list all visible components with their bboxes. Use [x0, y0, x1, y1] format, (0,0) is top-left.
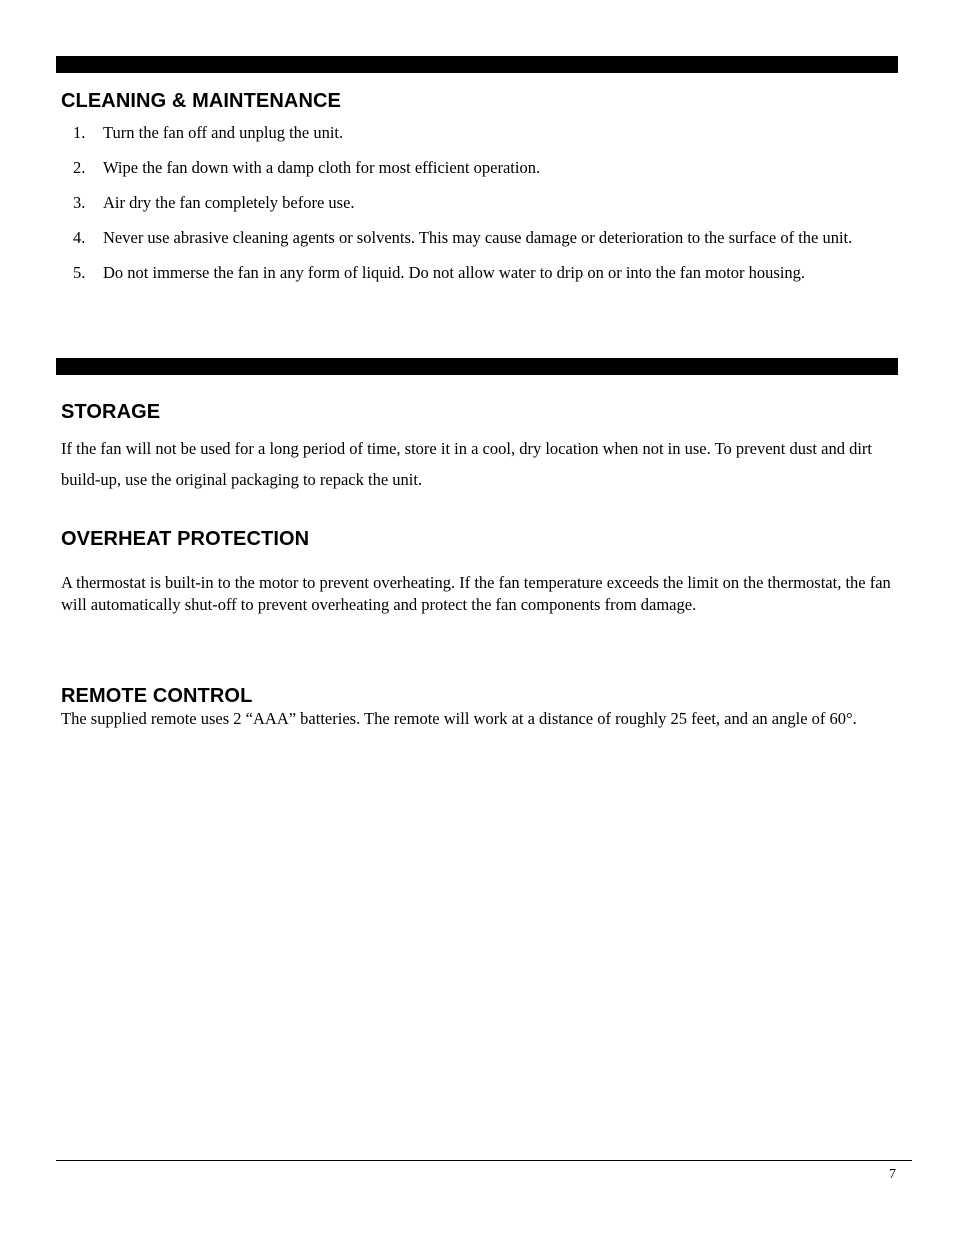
cleaning-steps-list — [61, 122, 897, 284]
cleaning-step — [61, 122, 897, 144]
cleaning-step-text: Wipe the fan down with a damp cloth for most efficient operation. — [103, 158, 541, 177]
cleaning-step-number: 3. — [73, 193, 86, 212]
cleaning-step-text: Never use abrasive cleaning agents or solvents. This may cause damage or deterioration to the surface of the unit. — [103, 228, 853, 247]
section-divider-bar-middle — [56, 358, 898, 375]
overheat-paragraph: A thermostat is built-in to the motor to prevent overheating. If the fan temperature exceeds the limit on the thermostat, the fan will automatically shut-off to prevent overheating and protect the fan components from damage. — [61, 573, 891, 614]
cleaning-heading: CLEANING & MAINTENANCE — [61, 90, 341, 112]
cleaning-step — [61, 262, 897, 284]
section-divider-bar-top — [56, 56, 898, 73]
cleaning-step — [61, 157, 897, 179]
storage-heading: STORAGE — [61, 401, 161, 423]
remote-control-paragraph: The supplied remote uses 2 “AAA” batteries. The remote will work at a distance of roughly 25 feet, and an angle of 60°. — [61, 709, 857, 728]
footer-rule — [56, 1160, 912, 1161]
cleaning-step-text: Air dry the fan completely before use. — [103, 193, 355, 212]
cleaning-step-number: 5. — [73, 263, 86, 282]
cleaning-step-number: 1. — [73, 123, 86, 142]
cleaning-step-number: 4. — [73, 228, 86, 247]
cleaning-step — [61, 192, 897, 214]
cleaning-step-number: 2. — [73, 158, 86, 177]
cleaning-step — [61, 227, 897, 249]
overheat-heading: OVERHEAT PROTECTION — [61, 528, 310, 550]
cleaning-step-text: Turn the fan off and unplug the unit. — [103, 123, 344, 142]
cleaning-step-text: Do not immerse the fan in any form of liquid. Do not allow water to drip on or into the fan motor housing. — [103, 263, 806, 282]
storage-paragraph: If the fan will not be used for a long period of time, store it in a cool, dry location when not in use. To prevent dust and dirt build-up, use the original packaging to repack the unit. — [61, 439, 872, 489]
remote-control-heading: REMOTE CONTROL — [61, 685, 253, 707]
page-number: 7 — [889, 1167, 896, 1182]
